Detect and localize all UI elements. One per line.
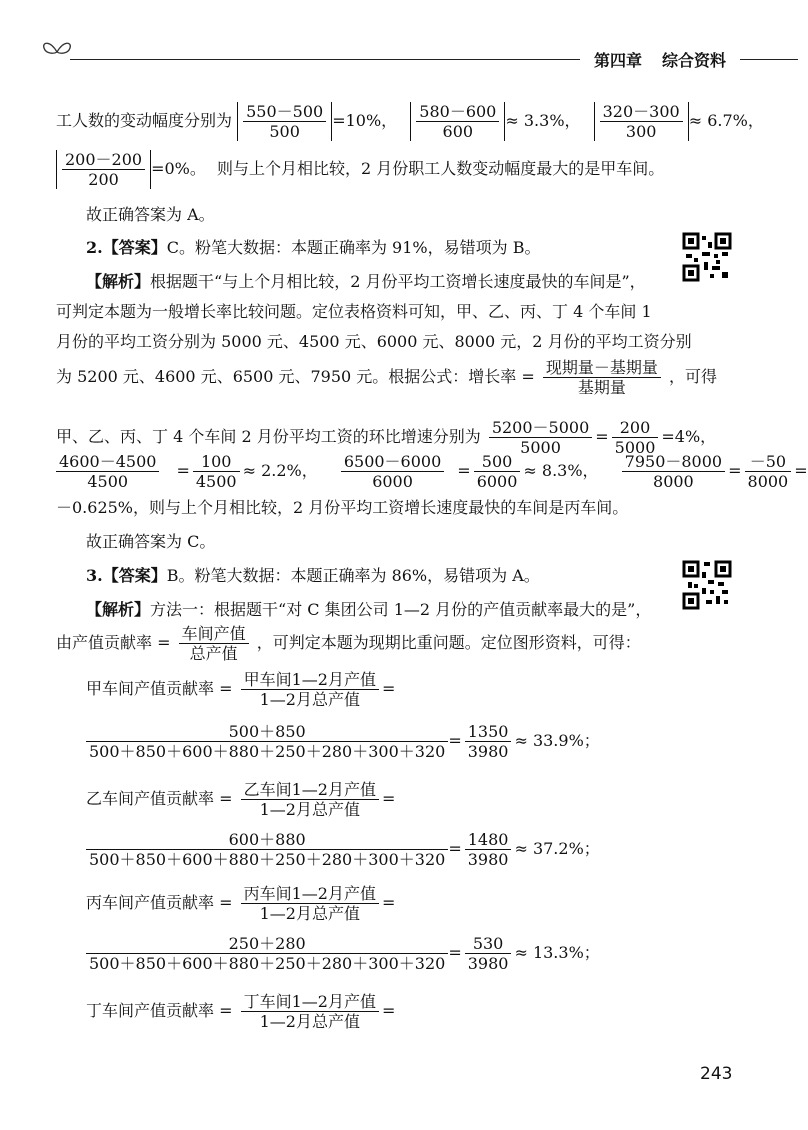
- fraction-numerator: 车间产值: [179, 624, 249, 644]
- qr-code-icon[interactable]: [682, 560, 732, 610]
- text: =: [595, 427, 609, 447]
- fraction-numerator: 7950－8000: [622, 452, 725, 472]
- fraction-denominator: 500＋850＋600＋880＋250＋280＋300＋320: [89, 742, 446, 762]
- text: 工人数的变动幅度分别为: [56, 111, 233, 131]
- analysis-label: 【解析】: [86, 272, 151, 291]
- fraction-denominator: 8000: [747, 472, 789, 492]
- fraction-denominator: 4500: [87, 472, 129, 492]
- fraction-denominator: 500＋850＋600＋880＋250＋280＋300＋320: [89, 954, 446, 974]
- leaf-logo-icon: [40, 36, 74, 58]
- text: =: [381, 1001, 396, 1021]
- fraction-denominator: 3980: [467, 850, 509, 870]
- text: =: [381, 789, 396, 809]
- fraction-denominator: 300: [625, 122, 657, 142]
- fraction-numerator: 530: [465, 934, 512, 954]
- text: =: [457, 461, 471, 481]
- fraction-denominator: 5000: [520, 438, 561, 458]
- text: ，可得: [669, 367, 718, 387]
- fraction-numerator: 200: [612, 418, 659, 438]
- section-title: 综合资料: [662, 51, 727, 70]
- fraction-denominator: 基期量: [577, 378, 626, 398]
- fraction-numerator: 500: [474, 452, 521, 472]
- fraction-denominator: 6000: [372, 472, 413, 492]
- fraction-denominator: 4500: [195, 472, 237, 492]
- fraction-numerator: 580－600: [416, 102, 499, 122]
- fraction-denominator: 600: [442, 122, 474, 142]
- fraction-denominator: 500: [269, 122, 300, 142]
- text: 则与上个月相比较，2 月份职工人数变动幅度最大的是甲车间。: [216, 159, 665, 179]
- fraction-numerator: 1350: [465, 722, 512, 742]
- fraction-denominator: 1—2月总产值: [259, 690, 360, 710]
- fraction-denominator: 500＋850＋600＋880＋250＋280＋300＋320: [89, 850, 446, 870]
- page-number: 243: [700, 1064, 733, 1084]
- fraction-numerator: 1480: [465, 830, 512, 850]
- fraction-numerator: 5200－5000: [489, 418, 592, 438]
- text: ≈ 37.2%；: [514, 839, 600, 859]
- answer-line: 故正确答案为 A。: [86, 205, 215, 224]
- fraction-numerator: 600＋880: [86, 830, 448, 850]
- fraction-numerator: 现期量－基期量: [543, 358, 661, 378]
- fraction-numerator: 6500－6000: [341, 452, 444, 472]
- fraction-numerator: 200－200: [62, 150, 145, 170]
- calc-line: [86, 934, 600, 973]
- text: C。粉笔大数据：本题正确率为 91%，易错项为 B。: [166, 238, 541, 257]
- text: ≈ 13.3%；: [514, 943, 600, 963]
- text: ，可判定本题为现期比重问题。定位图形资料，可得：: [256, 633, 641, 653]
- fraction-denominator: 1—2月总产值: [259, 1012, 360, 1032]
- calc-line: [86, 830, 600, 869]
- answer-line: 故正确答案为 C。: [86, 532, 216, 551]
- text-line: [86, 270, 646, 294]
- text: B。粉笔大数据：本题正确率为 86%，易错项为 A。: [166, 566, 540, 585]
- text: 丁车间产值贡献率 =: [86, 1001, 233, 1021]
- text: =4%，: [661, 427, 717, 447]
- text: =: [381, 679, 396, 699]
- calc-label-line: [86, 670, 395, 709]
- text: ≈ 3.3%，: [505, 111, 581, 131]
- calc-line: [86, 722, 600, 761]
- text: ≈ 2.2%，: [242, 461, 318, 481]
- text-line: [56, 102, 764, 141]
- text: 乙车间产值贡献率 =: [86, 789, 233, 809]
- text-line: 月份的平均工资分别为 5000 元、4500 元、6000 元、8000 元，2 月份的平均工资分别: [56, 332, 692, 351]
- text: =10%，: [332, 111, 398, 131]
- answer-label: 2.【答案】: [86, 238, 167, 257]
- calc-label-line: [86, 884, 395, 923]
- text: =: [794, 461, 808, 481]
- fraction-numerator: 550－500: [243, 102, 326, 122]
- fraction-numerator: 100: [193, 452, 240, 472]
- text-line: －0.625%，则与上个月相比较，2 月份平均工资增长速度最快的车间是丙车间。: [56, 498, 629, 517]
- text-line: 可判定本题为一般增长率比较问题。定位表格资料可知，甲、乙、丙、丁 4 个车间 1: [56, 302, 652, 321]
- text-line: [56, 358, 717, 397]
- fraction-denominator: 3980: [467, 954, 509, 974]
- text: 甲、乙、丙、丁 4 个车间 2 月份平均工资的环比增速分别为: [56, 427, 481, 447]
- fraction-denominator: 200: [88, 170, 119, 190]
- fraction-denominator: 6000: [476, 472, 518, 492]
- text: =: [176, 461, 190, 481]
- fraction-numerator: －50: [745, 452, 792, 472]
- fraction-denominator: 1—2月总产值: [259, 904, 360, 924]
- text-line: [86, 598, 651, 622]
- fraction-numerator: 4600－4500: [56, 452, 159, 472]
- text-line: [56, 452, 808, 491]
- fraction-numerator: 乙车间1—2月产值: [241, 780, 379, 800]
- header-rule-left: [70, 59, 580, 60]
- fraction-numerator: 丁车间1—2月产值: [241, 992, 379, 1012]
- text: 为 5200 元、4600 元、6500 元、7950 元。根据公式：增长率 =: [56, 367, 535, 387]
- text: 甲车间产值贡献率 =: [86, 679, 233, 699]
- text: =0%。: [151, 159, 206, 179]
- fraction-numerator: 320－300: [600, 102, 683, 122]
- fraction-numerator: 丙车间1—2月产值: [241, 884, 379, 904]
- chapter-title: 第四章: [594, 51, 643, 70]
- fraction-denominator: 1—2月总产值: [259, 800, 360, 820]
- fraction-denominator: 8000: [653, 472, 694, 492]
- fraction-denominator: 总产值: [189, 644, 238, 664]
- text: =: [448, 839, 462, 859]
- fraction-numerator: 500＋850: [86, 722, 448, 742]
- text: 根据题干“与上个月相比较，2 月份平均工资增长速度最快的车间是”，: [150, 272, 646, 291]
- text-line: [56, 624, 641, 663]
- text: 丙车间产值贡献率 =: [86, 893, 233, 913]
- answer-label: 3.【答案】: [86, 566, 167, 585]
- text: =: [381, 893, 396, 913]
- fraction-denominator: 5000: [614, 438, 656, 458]
- header-rule-right: [740, 59, 798, 60]
- text: =: [448, 943, 462, 963]
- fraction-numerator: 甲车间1—2月产值: [241, 670, 379, 690]
- qr-code-icon[interactable]: [682, 232, 732, 282]
- answer-heading: [86, 236, 540, 260]
- fraction-numerator: 250＋280: [86, 934, 448, 954]
- text: ≈ 6.7%，: [688, 111, 764, 131]
- fraction-denominator: 3980: [467, 742, 509, 762]
- calc-label-line: [86, 992, 395, 1031]
- answer-heading: [86, 564, 540, 588]
- text: 由产值贡献率 =: [56, 633, 171, 653]
- text: 方法一：根据题干“对 C 集团公司 1—2 月份的产值贡献率最大的是”，: [150, 600, 652, 619]
- analysis-label: 【解析】: [86, 600, 151, 619]
- text: ≈ 8.3%，: [523, 461, 599, 481]
- text: =: [728, 461, 742, 481]
- calc-label-line: [86, 780, 395, 819]
- text-line: [56, 150, 664, 189]
- text: ≈ 33.9%；: [514, 731, 600, 751]
- text: =: [448, 731, 462, 751]
